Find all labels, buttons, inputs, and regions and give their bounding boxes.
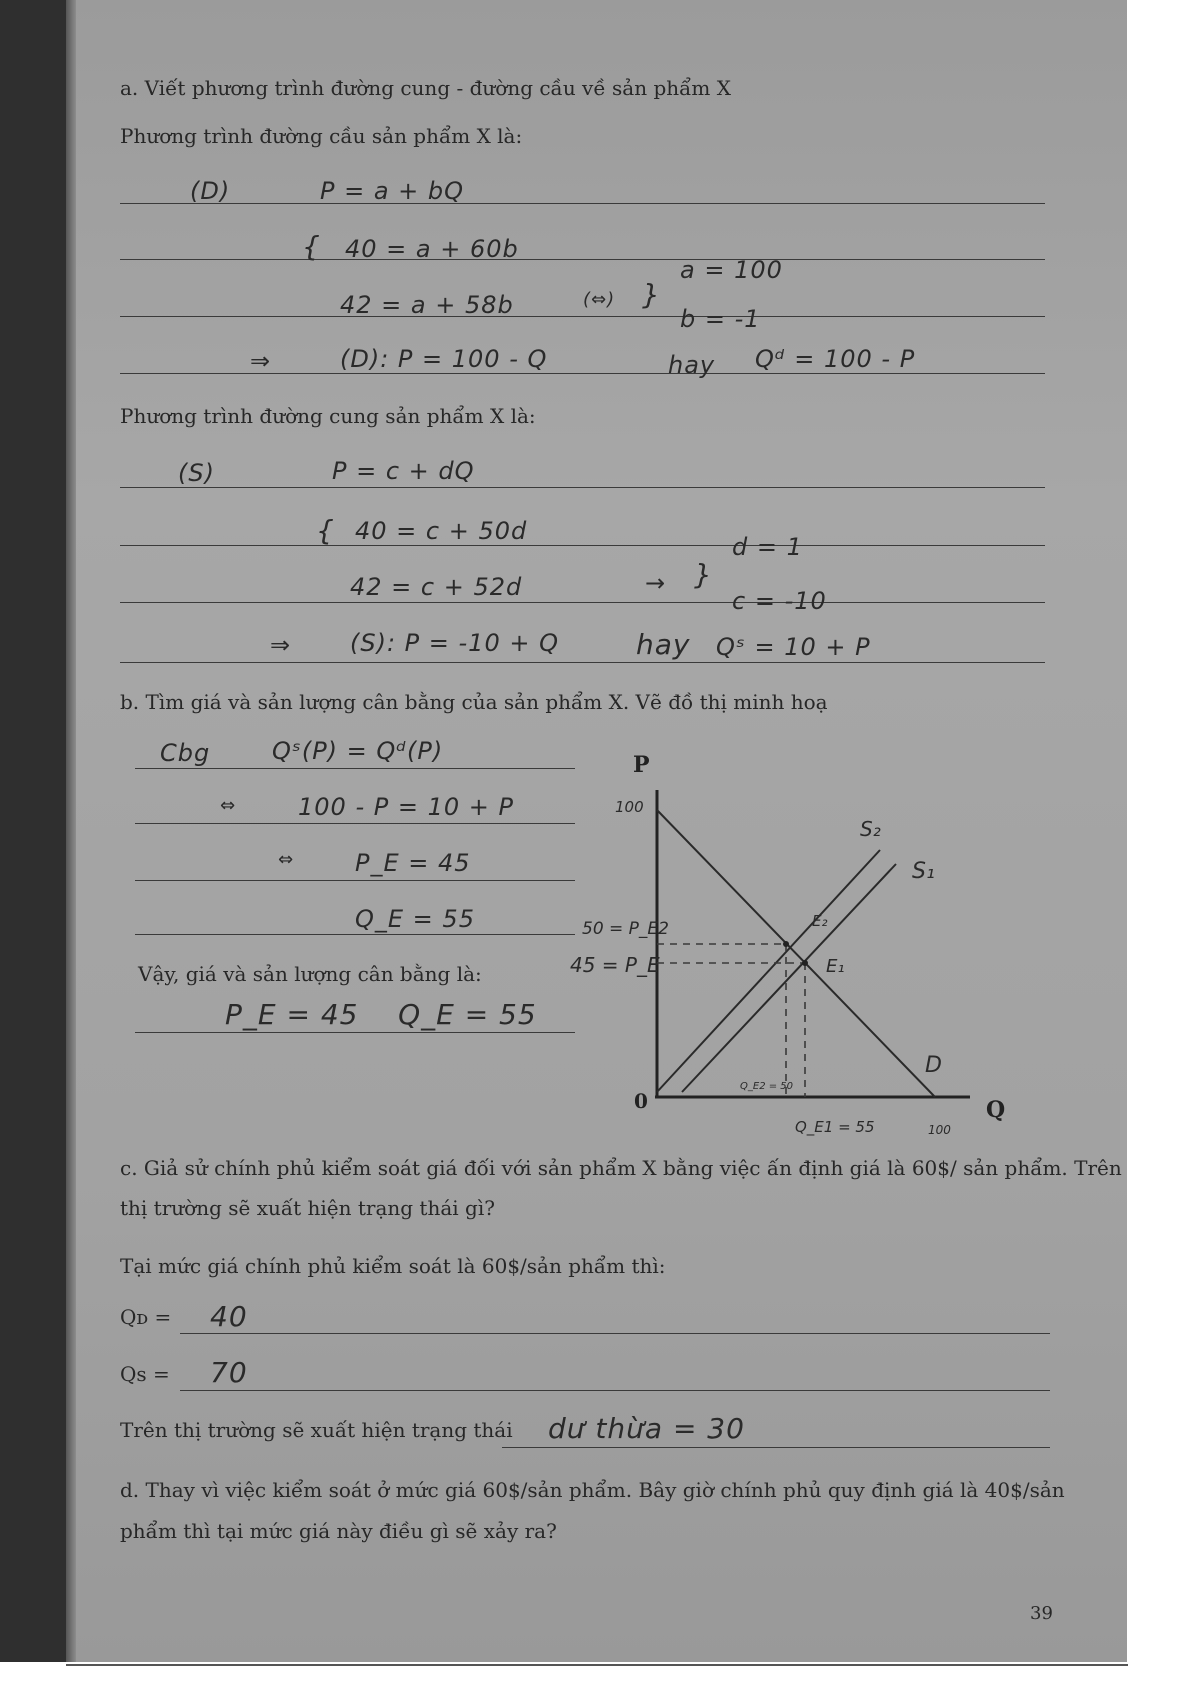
supply-curve-s2: [657, 850, 880, 1092]
equilibrium-point-e2: [783, 941, 789, 947]
q-e1-label: Q_E1 = 55: [795, 1118, 875, 1136]
implies-arrow: →: [645, 569, 667, 597]
equivalence-arrow: ⇔: [220, 795, 237, 816]
equilibrium-equation: 100 - P = 10 + P: [298, 793, 514, 821]
demand-eq-2: 42 = a + 58b: [340, 291, 514, 319]
part-b-heading: b. Tìm giá và sản lượng cân bằng của sản phẩm X. Vẽ đồ thị minh hoạ: [120, 690, 828, 714]
equivalence-arrow: ⇔: [278, 849, 295, 870]
demand-equation-q: Qᵈ = 100 - P: [755, 345, 916, 373]
demand-label: (D): [190, 177, 231, 205]
supply-label: (S): [178, 459, 215, 487]
equilibrium-quantity: Q_E = 55: [355, 905, 475, 933]
supply-eq-1: 40 = c + 50d: [355, 517, 528, 545]
qs-value: 70: [210, 1356, 248, 1389]
part-d-line2: phẩm thì tại mức giá này điều gì sẽ xảy ra?: [120, 1519, 557, 1543]
demand-solution-a: a = 100: [680, 256, 783, 284]
equilibrium-condition: Qˢ(P) = Qᵈ(P): [272, 737, 444, 765]
qd-label: Qᴅ =: [120, 1305, 172, 1329]
q-e2-label: Q_E2 = 50: [740, 1081, 794, 1092]
part-c-heading-line2: thị trường sẽ xuất hiện trạng thái gì?: [120, 1196, 495, 1220]
supply-equation: (S): P = -10 + Q: [350, 629, 559, 657]
d-curve-label: D: [925, 1053, 942, 1078]
demand-curve: [657, 810, 935, 1097]
p-axis-label: P: [633, 752, 650, 778]
p-e2-label: 50 = P_E2: [582, 919, 669, 939]
system-brace-close: }: [642, 278, 661, 311]
answer-line: [180, 1333, 1050, 1334]
equilibrium-answer: P_E = 45 Q_E = 55: [225, 998, 537, 1031]
origin-label: 0: [634, 1089, 648, 1113]
demand-intro: Phương trình đường cầu sản phẩm X là:: [120, 124, 523, 148]
part-d-line1: d. Thay vì việc kiểm soát ở mức giá 60$/sản phẩm. Bây giờ chính phủ quy định giá là 40$/sản: [120, 1478, 1065, 1502]
supply-solution-c: c = -10: [732, 587, 827, 615]
implies-arrow: ⇒: [270, 631, 292, 659]
system-brace-open: {: [302, 230, 321, 263]
or-word: hay: [668, 351, 716, 379]
page-number: 39: [1030, 1603, 1053, 1624]
e2-point-label: E₂: [812, 912, 828, 930]
supply-curve-s1: [682, 864, 896, 1092]
part-a-heading: a. Viết phương trình đường cung - đường cầu về sản phẩm X: [120, 76, 731, 100]
part-c-heading-line1: c. Giả sử chính phủ kiểm soát giá đối với sản phẩm X bằng việc ấn định giá là 60$/ sản phẩm. Trên: [120, 1156, 1122, 1180]
p-intercept-label: 100: [615, 798, 644, 816]
qs-label: Qs =: [120, 1362, 170, 1386]
supply-intro: Phương trình đường cung sản phẩm X là:: [120, 404, 536, 428]
system-brace-open: {: [316, 514, 335, 547]
system-brace-close: }: [694, 558, 713, 591]
s2-curve-label: S₂: [860, 817, 881, 841]
demand-equation: (D): P = 100 - Q: [340, 345, 548, 373]
supply-solution-d: d = 1: [732, 533, 803, 561]
supply-equation-q: Qˢ = 10 + P: [716, 633, 871, 661]
implies-arrow: ⇒: [250, 347, 272, 375]
part-c-intro: Tại mức giá chính phủ kiểm soát là 60$/sản phẩm thì:: [120, 1254, 666, 1278]
qd-value: 40: [210, 1300, 248, 1333]
q-axis-label: Q: [986, 1097, 1006, 1123]
demand-solution-b: b = -1: [680, 305, 761, 333]
equilibrium-point-e1: [802, 960, 808, 966]
supply-general-form: P = c + dQ: [332, 457, 475, 485]
p-e1-label: 45 = P_E: [570, 953, 660, 977]
market-state-value: dư thừa = 30: [548, 1412, 745, 1445]
demand-eq-1: 40 = a + 60b: [345, 235, 519, 263]
equilibrium-condition-label: Cbg: [160, 739, 211, 767]
market-state-label: Trên thị trường sẽ xuất hiện trạng thái: [120, 1418, 513, 1442]
equivalence-arrow: (⇔): [583, 289, 616, 310]
equilibrium-price: P_E = 45: [355, 849, 471, 877]
or-word: hay: [636, 628, 691, 661]
e1-point-label: E₁: [826, 956, 845, 977]
answer-line: [180, 1390, 1050, 1391]
conclusion-text: Vậy, giá và sản lượng cân bằng là:: [138, 962, 482, 986]
answer-line: [502, 1447, 1050, 1448]
q-intercept-label: 100: [928, 1123, 951, 1137]
demand-general-form: P = a + bQ: [320, 177, 465, 205]
supply-eq-2: 42 = c + 52d: [350, 573, 523, 601]
s1-curve-label: S₁: [912, 859, 935, 884]
